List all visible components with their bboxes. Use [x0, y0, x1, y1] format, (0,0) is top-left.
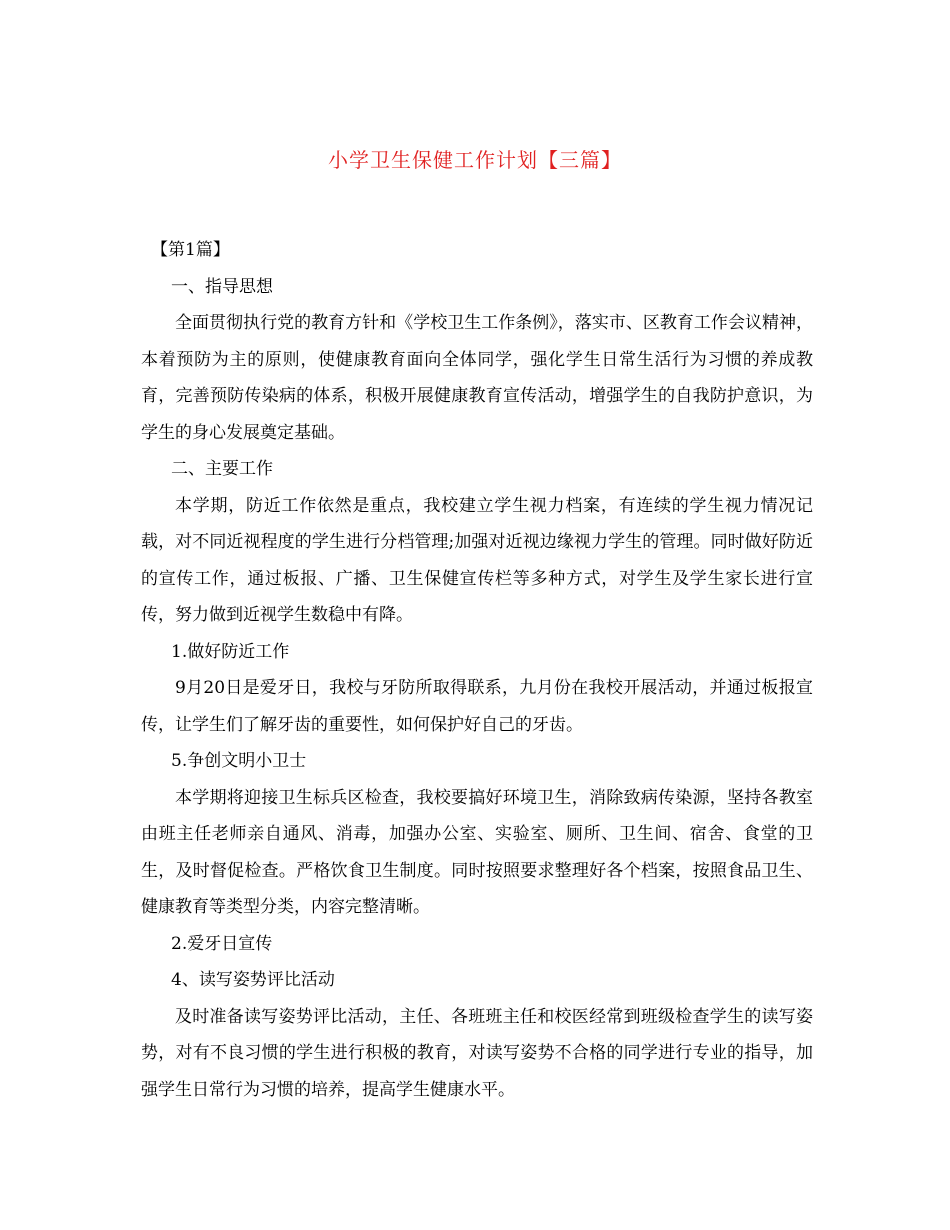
heading-posture-contest: 4、读写姿势评比活动 — [171, 970, 335, 990]
heading-tooth-care-publicity: 2.爱牙日宣传 — [171, 933, 273, 954]
paragraph-main-work: 本学期，防近工作依然是重点，我校建立学生视力档案，有连续的学生视力情况记载，对不同近视程度的学生进行分档管理;加强对近视边缘视力学生的管理。同时做好防近的宣传工作，通过板报、广播、卫生保健宣传栏等多种方式，对学生及学生家长进行宣传，努力做到近视学生数稳中有降。 — [141, 495, 813, 625]
paragraph-guiding-ideology: 全面贯彻执行党的教育方针和《学校卫生工作条例》，落实市、区教育工作会议精神，本着预防为主的原则，使健康教育面向全体同学，强化学生日常生活行为习惯的养成教育，完善预防传染病的体系，积极开展健康教育宣传活动，增强学生的自我防护意识，为学生的身心发展奠定基础。 — [141, 313, 813, 443]
paragraph-posture-contest: 及时准备读写姿势评比活动，主任、各班班主任和校医经常到班级检查学生的读写姿势，对有不良习惯的学生进行积极的教育，对读写姿势不合格的同学进行专业的指导，加强学生日常行为习惯的培养，提高学生健康水平。 — [141, 1006, 813, 1100]
document-title: 小学卫生保健工作计划【三篇】 — [328, 148, 622, 172]
heading-guiding-ideology: 一、指导思想 — [171, 276, 273, 297]
heading-civilized-guardian: 5.争创文明小卫士 — [171, 751, 307, 771]
section-label: 【第1篇】 — [151, 240, 230, 260]
heading-main-work: 二、主要工作 — [171, 459, 273, 479]
paragraph-hygiene-inspection: 本学期将迎接卫生标兵区检查，我校要搞好环境卫生，消除致病传染源，坚持各教室由班主任老师亲自通风、消毒，加强办公室、实验室、厕所、卫生间、宿舍、食堂的卫生，及时督促检查。严格饮食卫生制度。同时按照要求整理好各个档案，按照食品卫生、健康教育等类型分类，内容完整清晰。 — [141, 787, 813, 917]
document-body — [141, 232, 813, 1108]
paragraph-tooth-care-day: 9月20日是爱牙日，我校与牙防所取得联系，九月份在我校开展活动，并通过板报宣传，让学生们了解牙齿的重要性，如何保护好自己的牙齿。 — [141, 678, 813, 735]
heading-myopia-prevention: 1.做好防近工作 — [171, 641, 290, 662]
